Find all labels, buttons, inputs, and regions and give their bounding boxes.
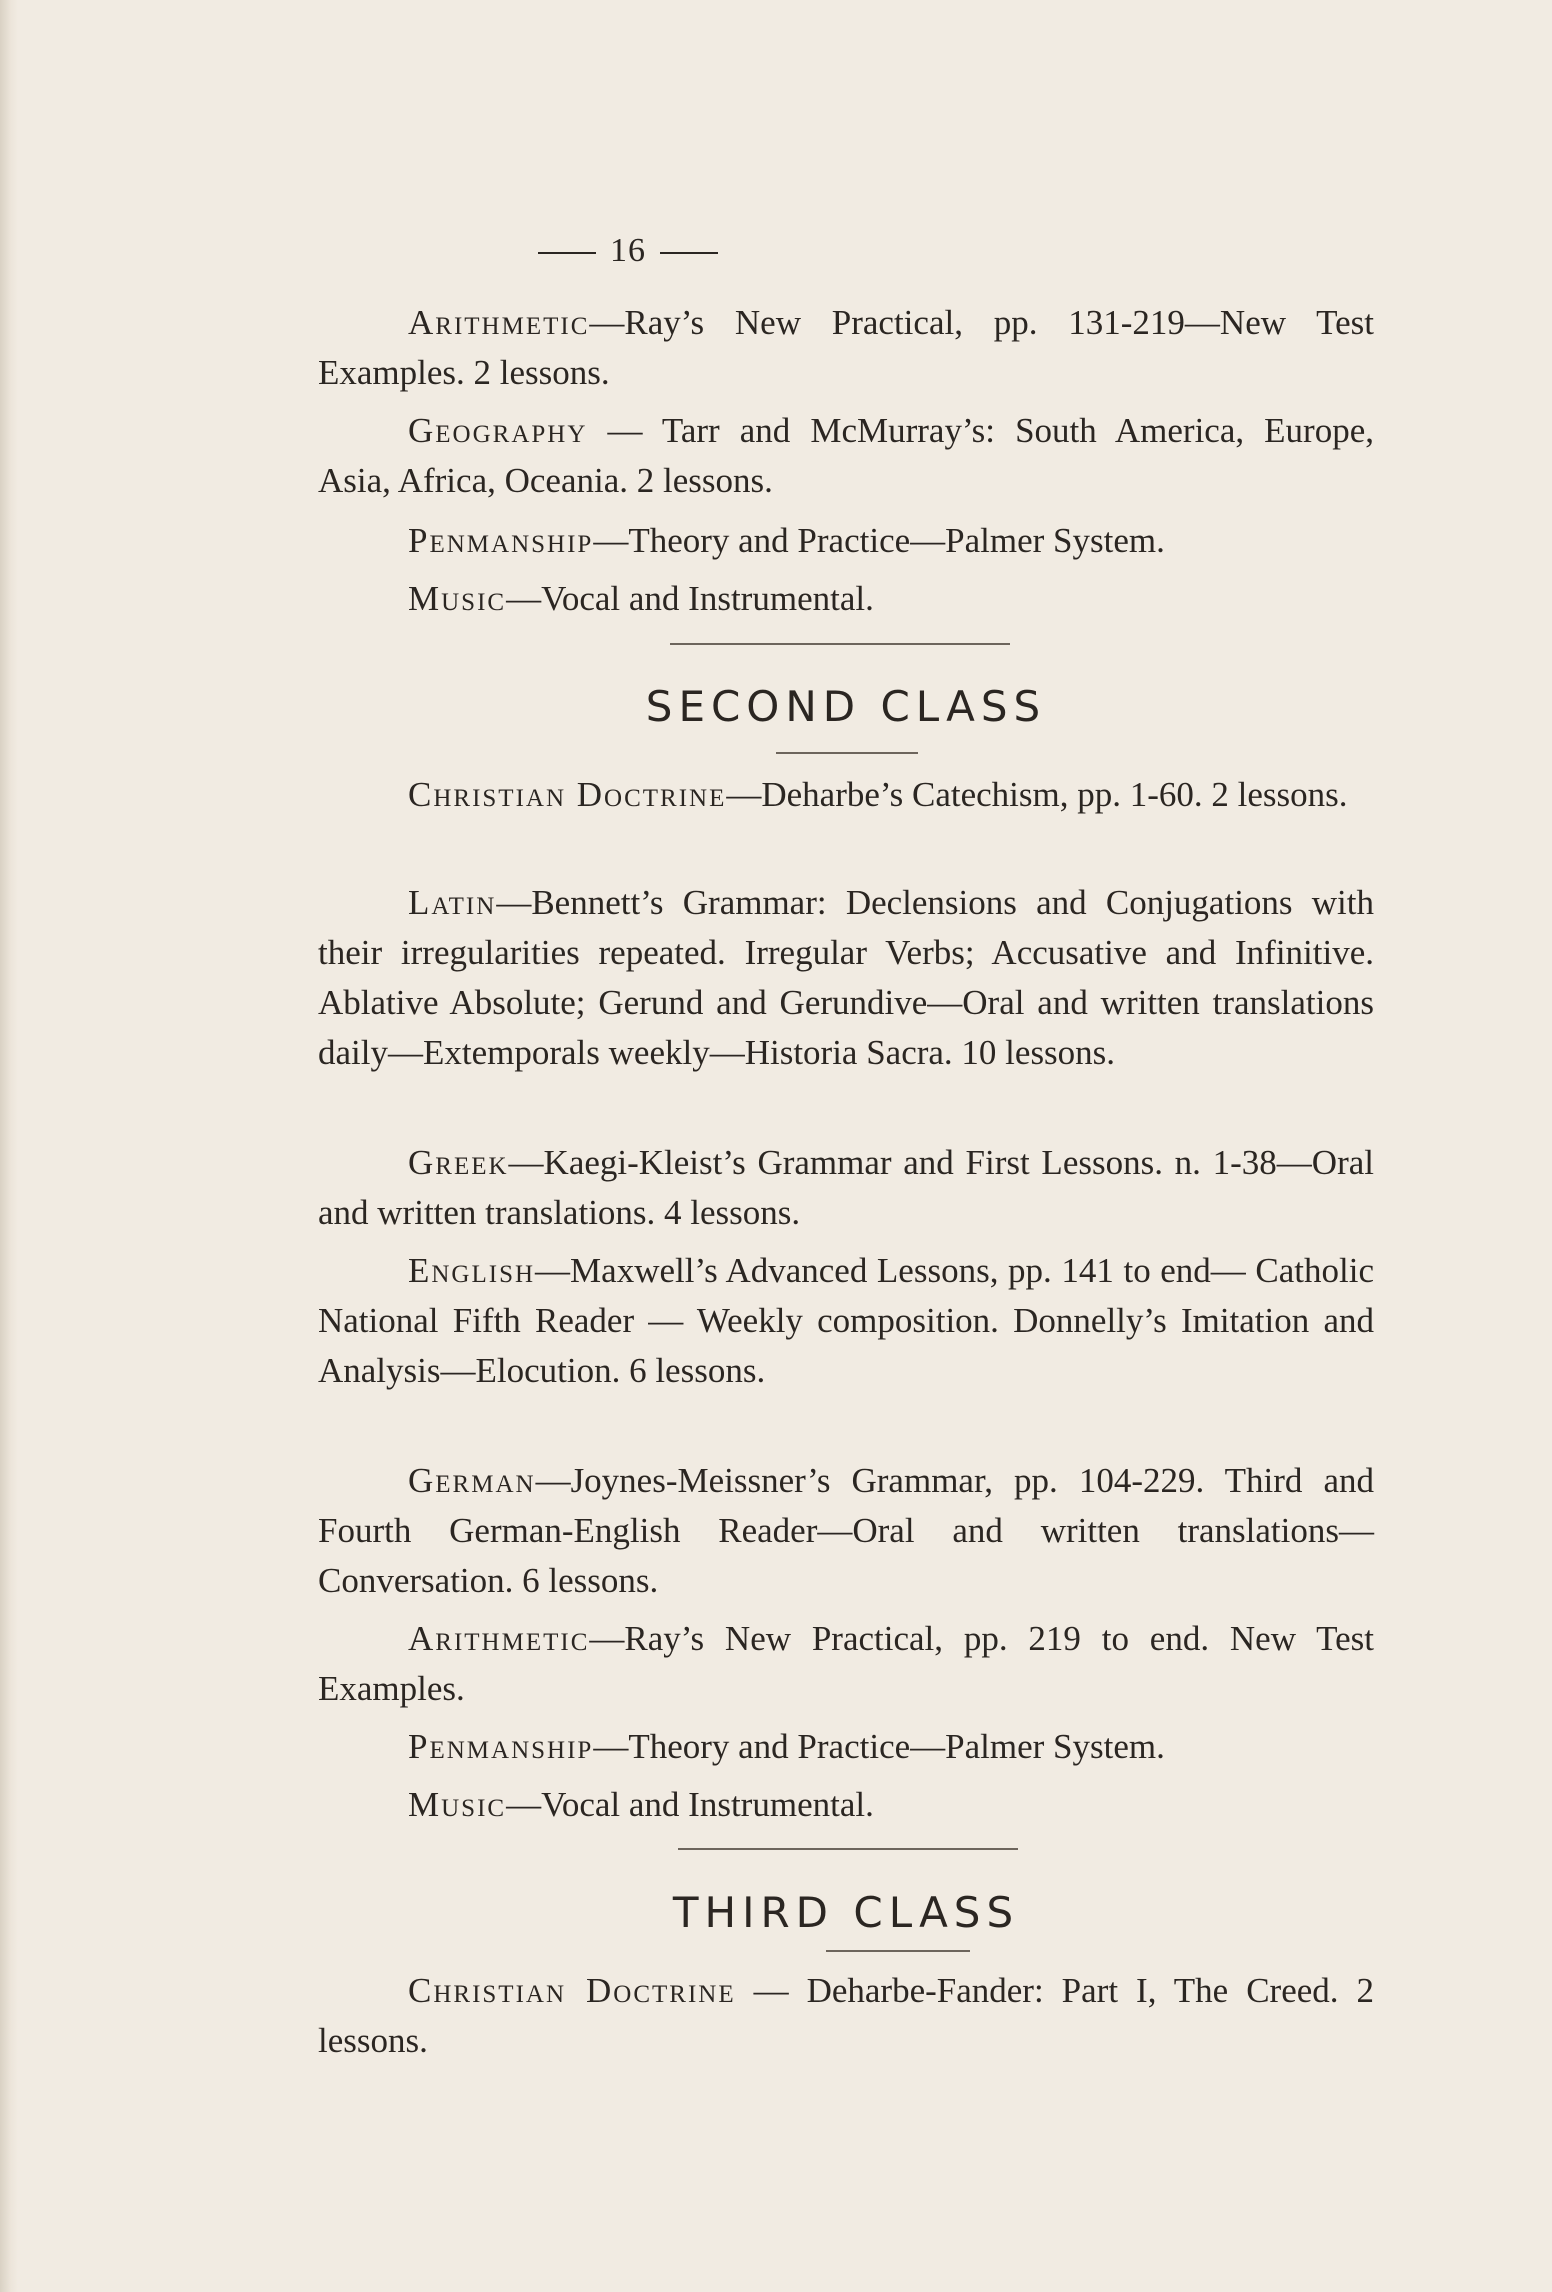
english-paragraph	[318, 1246, 1374, 1396]
section-divider	[678, 1848, 1018, 1850]
paragraph-text: — Tarr and McMurray’s: South America, Europe, Asia, Africa, Oceania. 2 lessons.	[318, 411, 1374, 500]
paragraph-text: —Theory and Practice—Palmer System.	[593, 521, 1165, 560]
christian-doctrine-paragraph-third	[318, 1966, 1374, 2066]
penmanship-paragraph-second	[318, 1722, 1374, 1772]
paragraph-text: —Maxwell’s Advanced Lessons, pp. 141 to end— Catholic National Fifth Reader — Weekly composition. Donnelly’s Imitation and Analysis—Elocution. 6 lessons.	[318, 1251, 1374, 1390]
subject-label: German	[408, 1461, 536, 1500]
paragraph-text: —Kaegi-Kleist’s Grammar and First Lessons. n. 1-38—Oral and written translations. 4 lessons.	[318, 1143, 1374, 1232]
paragraph-text: —Deharbe’s Catechism, pp. 1-60. 2 lessons.	[726, 775, 1348, 814]
latin-paragraph	[318, 878, 1374, 1078]
paragraph-text: —Ray’s New Practical, pp. 131-219—New Test Examples. 2 lessons.	[318, 303, 1374, 392]
music-paragraph-second	[318, 1780, 1374, 1830]
christian-doctrine-paragraph	[318, 770, 1374, 820]
subject-label: Music	[408, 579, 507, 618]
penmanship-paragraph	[318, 516, 1374, 566]
page-number	[318, 232, 938, 270]
paragraph-text: — Deharbe-Fander: Part I, The Creed. 2 lessons.	[318, 1971, 1375, 2060]
subject-label: Geography	[408, 411, 588, 450]
greek-paragraph	[318, 1138, 1374, 1238]
subject-label: Greek	[408, 1143, 509, 1182]
subject-label: Christian Doctrine	[408, 775, 727, 814]
page-number-text: 16	[610, 232, 646, 269]
arithmetic-paragraph	[318, 298, 1374, 398]
subject-label: Music	[408, 1785, 507, 1824]
german-paragraph	[318, 1456, 1374, 1606]
subject-label: English	[408, 1251, 536, 1290]
second-class-heading: SECOND CLASS	[645, 682, 1047, 731]
subject-label: Penmanship	[408, 1727, 594, 1766]
dash-right	[660, 252, 718, 254]
paragraph-text: —Vocal and Instrumental.	[506, 579, 874, 618]
paragraph-text: —Theory and Practice—Palmer System.	[593, 1727, 1165, 1766]
subject-label: Latin	[408, 883, 497, 922]
arithmetic-paragraph-second	[318, 1614, 1374, 1714]
heading-underline	[776, 752, 918, 754]
paragraph-text: —Ray’s New Practical, pp. 219 to end. New Test Examples.	[318, 1619, 1374, 1708]
paragraph-text: —Bennett’s Grammar: Declensions and Conjugations with their irregularities repeated. Irregular Verbs; Accusative and Infinitive. Ablative Absolute; Gerund and Gerundive—Oral and written translations daily—Extemporals weekly—Historia Sacra. 10 lessons.	[318, 883, 1374, 1072]
section-divider	[670, 643, 1010, 645]
subject-label: Penmanship	[408, 521, 594, 560]
music-paragraph	[318, 574, 1374, 624]
heading-underline	[826, 1950, 970, 1952]
subject-label: Christian Doctrine	[408, 1971, 736, 2010]
third-class-heading: THIRD CLASS	[672, 1888, 1020, 1937]
page-binding-edge	[0, 0, 18, 2292]
geography-paragraph	[318, 406, 1374, 506]
dash-left	[538, 252, 596, 254]
subject-label: Arithmetic	[408, 1619, 590, 1658]
subject-label: Arithmetic	[408, 303, 590, 342]
paragraph-text: —Joynes-Meissner’s Grammar, pp. 104-229. Third and Fourth German-English Reader—Oral and written translations—Conversation. 6 lessons.	[318, 1461, 1374, 1600]
paragraph-text: —Vocal and Instrumental.	[506, 1785, 874, 1824]
